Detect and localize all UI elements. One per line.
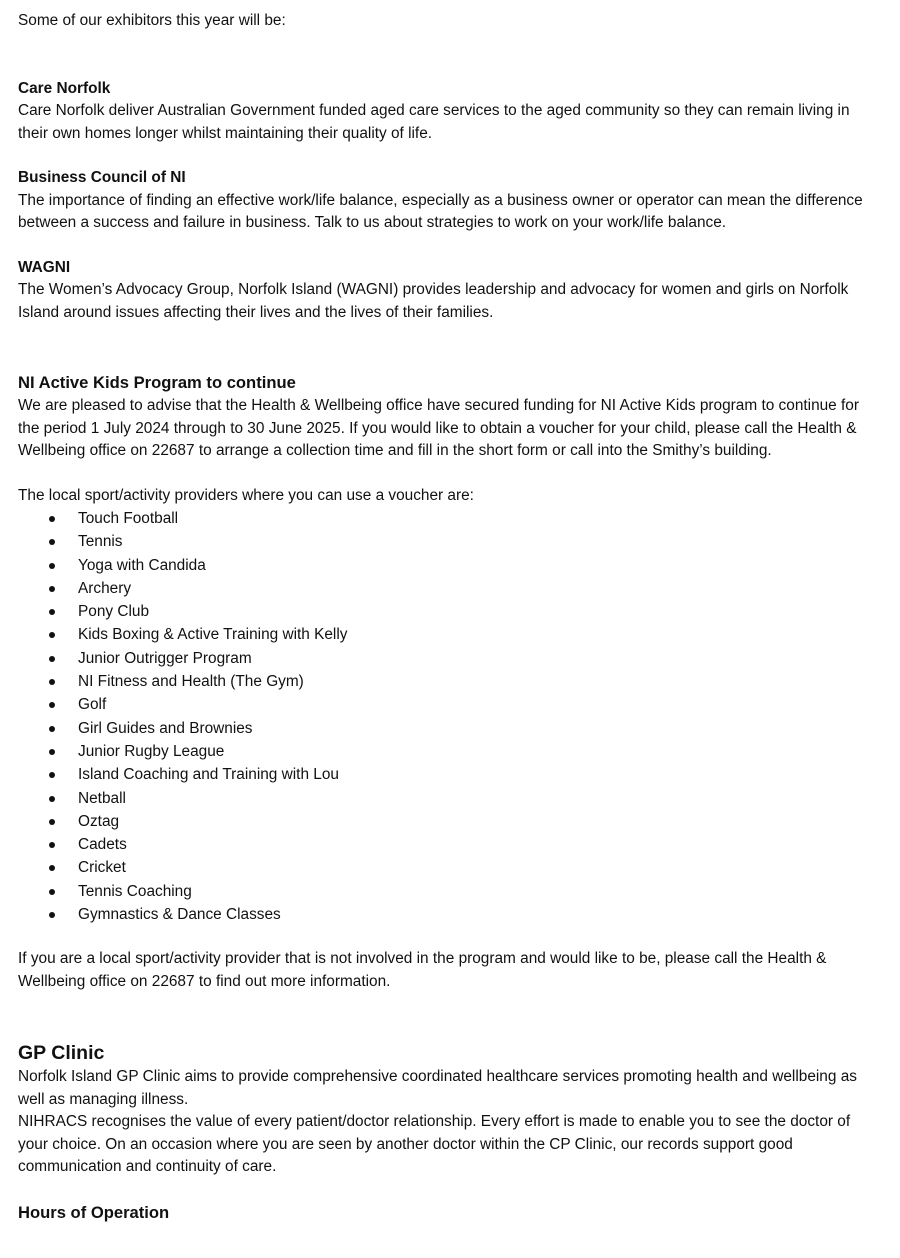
active-kids-body: We are pleased to advise that the Health & Wellbeing office have secured funding for NI Active Kids program to continue for the period 1 July 2024 through to 30 June 2025. If you would like to obtain a voucher for your child, please call the Health & Wellbeing office on 22687 to arrange a collection time and fill in the short form or call into the Smithy’s building.: [18, 397, 859, 459]
list-item: [18, 740, 882, 763]
gp-clinic-paragraph: NIHRACS recognises the value of every patient/doctor relationship. Every effort is made to enable you to see the doctor of your choice. On an occasion where you are seen by another doctor within the CP Clinic, our records support good communication and continuity of care.: [18, 1113, 851, 1176]
list-item: [18, 856, 882, 879]
bullet-icon: [49, 656, 55, 662]
provider-name: Gymnastics & Dance Classes: [78, 906, 281, 924]
hours-of-operation-heading: Hours of Operation: [18, 1202, 170, 1222]
exhibitor-description: The Women’s Advocacy Group, Norfolk Island (WAGNI) provides leadership and advocacy for women and girls on Norfolk Island around issues affecting their lives and the lives of their families.: [18, 281, 849, 321]
exhibitor-wagni: [18, 257, 882, 325]
bullet-icon: [49, 516, 55, 522]
provider-name: Cadets: [78, 836, 127, 854]
list-item: [18, 833, 882, 856]
list-item: [18, 554, 882, 577]
provider-name: Yoga with Candida: [78, 556, 206, 574]
bullet-icon: [49, 539, 55, 545]
provider-name: Tennis: [78, 533, 123, 551]
bullet-icon: [49, 679, 55, 685]
providers-intro: The local sport/activity providers where you can use a voucher are:: [18, 486, 474, 504]
list-item: [18, 623, 882, 646]
spacer: [18, 33, 882, 78]
bullet-icon: [49, 912, 55, 918]
gp-clinic-heading: GP Clinic: [18, 1042, 105, 1065]
bullet-icon: [49, 586, 55, 592]
provider-name: Island Coaching and Training with Lou: [78, 766, 339, 784]
bullet-icon: [49, 609, 55, 615]
bullet-icon: [49, 726, 55, 732]
gp-clinic-section: [18, 1041, 882, 1225]
exhibitors-intro: Some of our exhibitors this year will be:: [18, 12, 286, 29]
bullet-icon: [49, 563, 55, 569]
list-item: [18, 507, 882, 530]
spacer: [18, 993, 882, 1041]
list-item: [18, 763, 882, 786]
provider-name: Cricket: [78, 859, 126, 877]
provider-name: Touch Football: [78, 510, 179, 527]
bullet-icon: [49, 702, 55, 708]
providers-list: [18, 507, 882, 926]
provider-name: Tennis Coaching: [78, 882, 192, 900]
exhibitor-business-council: [18, 167, 882, 235]
list-item: [18, 647, 882, 670]
spacer: [18, 926, 882, 948]
list-item: [18, 880, 882, 903]
exhibitor-care-norfolk: [18, 78, 882, 146]
provider-name: Pony Club: [78, 603, 150, 621]
provider-name: Archery: [78, 579, 132, 597]
bullet-icon: [49, 796, 55, 802]
bullet-icon: [49, 819, 55, 825]
bullet-icon: [49, 842, 55, 848]
list-item: [18, 903, 882, 926]
exhibitor-description: Care Norfolk deliver Australian Government funded aged care services to the aged community so they can remain living in their own homes longer whilst maintaining their quality of life.: [18, 102, 850, 142]
exhibitor-description: The importance of finding an effective work/life balance, especially as a business owner or operator can mean the difference between a success and failure in business. Talk to us about strategies to work on your work/life balance.: [18, 191, 863, 231]
provider-name: Junior Rugby League: [78, 742, 225, 760]
list-item: [18, 717, 882, 740]
active-kids-heading: NI Active Kids Program to continue: [18, 373, 296, 392]
provider-name: Netball: [78, 789, 126, 807]
bullet-icon: [49, 865, 55, 871]
bullet-icon: [49, 772, 55, 778]
spacer: [18, 463, 882, 485]
provider-name: Kids Boxing & Active Training with Kelly: [78, 626, 348, 644]
active-kids-section: [18, 371, 882, 993]
spacer: [18, 1179, 882, 1201]
list-item: [18, 577, 882, 600]
provider-name: Girl Guides and Brownies: [78, 719, 253, 737]
provider-name: Golf: [78, 696, 107, 714]
provider-name: NI Fitness and Health (The Gym): [78, 673, 304, 691]
bullet-icon: [49, 889, 55, 895]
list-item: [18, 600, 882, 623]
provider-name: Oztag: [78, 812, 120, 830]
list-item: [18, 530, 882, 553]
spacer: [18, 235, 882, 257]
list-item: [18, 670, 882, 693]
gp-clinic-paragraph: Norfolk Island GP Clinic aims to provide comprehensive coordinated healthcare services promoting health and wellbeing as well as managing illness.: [18, 1068, 857, 1108]
bullet-icon: [49, 632, 55, 638]
list-item: [18, 693, 882, 716]
spacer: [18, 324, 882, 371]
bullet-icon: [49, 749, 55, 755]
active-kids-closing: If you are a local sport/activity provider that is not involved in the program and would like to be, please call the Health & Wellbeing office on 22687 to find out more information.: [18, 950, 827, 990]
exhibitor-name: Care Norfolk: [18, 79, 111, 97]
list-item: [18, 810, 882, 833]
provider-name: Junior Outrigger Program: [78, 649, 252, 667]
exhibitor-name: Business Council of NI: [18, 169, 186, 186]
list-item: [18, 787, 882, 810]
spacer: [18, 145, 882, 167]
exhibitor-name: WAGNI: [18, 258, 71, 276]
